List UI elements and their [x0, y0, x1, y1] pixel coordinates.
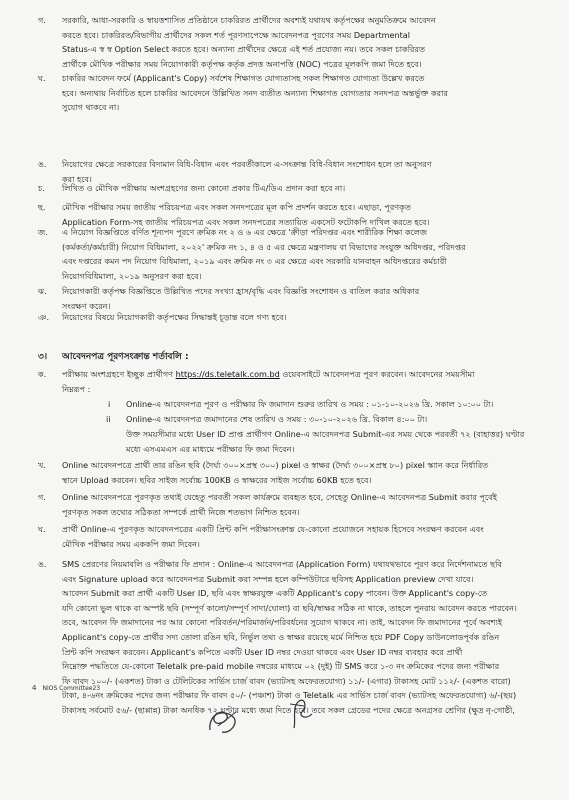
form-condition-item	[38, 522, 530, 551]
item-marker: ঝ.	[38, 286, 47, 296]
item-ka-post: ওয়েবসাইটে আবেদনপত্র পূরণ করবেন। আবেদনের সময়সীমা নিম্নরূপ :	[62, 369, 475, 394]
page-number: 4	[32, 684, 37, 692]
condition-item	[38, 310, 530, 325]
item-ka	[38, 367, 530, 396]
sub-i-text: Online-এ আবেদনপত্র পূরণ ও পরীক্ষার ফি জমাদান শুরুর তারিখ ও সময় : ০১-১০-২০২৬ খ্রি. সকাল ১০:০০ টা।	[126, 399, 494, 409]
section-number: ৩।	[38, 352, 48, 362]
item-marker: ছ.	[38, 202, 46, 212]
item-text: নিয়োগকারী কর্তৃপক্ষ বিজ্ঞপ্তিতে উল্লিখিত পদের সংখ্যা হ্রাস/বৃদ্ধি এবং বিজ্ঞপ্তি সংশোধন ও বাতিল করার অধিকার সংরক্ষণ করেন।	[62, 286, 420, 311]
item-text: সরকারি, আধা-সরকারি ও স্বায়ত্তশাসিত প্রতিষ্ঠানে চাকরিরত প্রার্থীদের অবশ্যই যথাযথ কর্তৃপক্ষের অনুমতিক্রমে আবেদন করতে হবে। চাকরিরত/বিভাগীয় প্রার্থীদের সকল শর্ত পূরণসাপেক্ষে আবেদনপত্র পূরণের সময় Departmental Status-এ স্ব স্ব Option Select করতে হবে। অন্যান্য প্রার্থীদের ক্ষেত্রে এই শর্ত প্রযোজ্য নয়। তবে সকল চাকরিরত প্রার্থীকে মৌখিক পরীক্ষার সময় নিয়োগকারী কর্তৃপক্ষ কর্তৃক প্রদত্ত অনাপত্তি (NOC) পত্রের মূলকপি জমা দিতে হবে।	[62, 15, 436, 69]
form-condition-item	[38, 490, 530, 519]
item-text: নিয়োগের ক্ষেত্রে সরকারের বিদ্যমান বিধি-বিধান এবং পরবর্তীকালে এ-সংক্রান্ত বিধি-বিধান সংশোধন হলে তা অনুসরণ করা হবে।	[62, 159, 432, 184]
item-text: SMS প্রেরণের নিয়মাবলি ও পরীক্ষার ফি প্রদান : Online-এ আবেদনপত্র (Application Form) যথাযথভাবে পূরণ করে নির্দেশনামতে ছবি এবং Signature upload করে আবেদনপত্র Submit করা সম্পন্ন হলে কম্পিউটারে ছবিসহ Application preview দেখা যাবে। আবেদন Submit করা প্রার্থী একটি User ID, ছবি এবং স্বাক্ষরযুক্ত একটি Applicant's copy পাবেন। উক্ত Applicant's copy-তে যদি কোনো ভুল থাকে বা অস্পষ্ট ছবি (সম্পূর্ণ কালো/সম্পূর্ণ সাদা/ঘোলা) বা ছবি/স্বাক্ষর সঠিক না থাকে, তাহলে পুনরায় আবেদন করতে পারবেন। তবে, আবেদন ফি জমাদানের পর আর কোনো পরিবর্তন/পরিমার্জন/পরিবর্ধনের সুযোগ থাকবে না। তাই, আবেদন ফি জমাদানের পূর্বে অবশ্যই Applicant's copy-তে প্রার্থীর সদ্য তোলা রঙিন ছবি, নির্ভুল তথ্য ও স্বাক্ষর রয়েছে মর্মে নিশ্চিত হয়ে PDF Copy ডাউনলোডপূর্বক রঙিন প্রিন্ট কপি সংরক্ষণ করবেন। Applicant's কপিতে একটি User ID নম্বর দেওয়া থাকবে এবং User ID নম্বর ব্যবহার করে প্রার্থী নিম্নোক্ত পদ্ধতিতে যে-কোনো Teletalk pre-paid mobile নম্বরের মাধ্যমে ০২ (দুই) টি SMS করে ১-৩ নং ক্রমিকের পদের জন্য পরীক্ষার ফি বাবদ ১০০/- (একশত) টাকা ও টেলিটকের সার্ভিস চার্জ বাবদ (ভ্যাটসহ অফেরতযোগ্য) ১১/- (এগার) টাকাসহ মোট ১১২/- (একশত বারো) টাকা, ৪-৬নং ক্রমিকের পদের জন্য পরীক্ষার ফি বাবদ ৫০/- (পঞ্চাশ) টাকা ও Teletalk এর সার্ভিস চার্জ বাবদ (ভ্যাটসহ অফেরতযোগ্য) ৬/-(ছয়) টাকাসহ সর্বমোট ৫৬/- (ছাপ্পান্ন) টাকা অনধিক ৭২ ঘণ্টার মধ্যে জমা দিতে হবে। তবে সকল গ্রেডের পদের ক্ষেত্রে অনগ্রসর শ্রেণির (ক্ষুদ্র নৃ-গোষ্ঠী,	[62, 559, 517, 715]
item-marker: ঙ.	[38, 159, 47, 169]
item-ka-pre: পরীক্ষায় অংশগ্রহণে ইচ্ছুক প্রার্থীগণ	[62, 369, 176, 379]
committee-label: NIOS Committee23	[42, 685, 101, 692]
condition-item	[38, 71, 530, 115]
page-footer	[32, 684, 100, 692]
item-text: Online আবেদনপত্রে পূরণকৃত তথ্যই যেহেতু পরবর্তী সকল কার্যক্রমে ব্যবহৃত হবে, সেহেতু Online-এ আবেদনপত্র Submit করার পূর্বেই পূরণকৃত সকল তথ্যের সঠিকতা সম্পর্কে প্রার্থী নিজে শতভাগ নিশ্চিত হবেন।	[62, 492, 497, 517]
website-link[interactable]: https://ds.teletalk.com.bd	[175, 369, 280, 379]
item-marker: জ.	[38, 227, 48, 237]
item-marker: ঞ.	[38, 312, 50, 322]
item-text: প্রার্থী Online-এ পূরণকৃত আবেদনপত্রের একটি প্রিন্ট কপি পরীক্ষাসংক্রান্ত যে-কোনো প্রয়োজনে সহায়ক হিসেবে সংরক্ষণ করবেন এবং মৌখিক পরীক্ষার সময় এককপি জমা দিবেন।	[62, 524, 484, 549]
item-marker: ঘ.	[38, 524, 46, 534]
sub-note: উক্ত সময়সীমার মধ্যে User ID প্রাপ্ত প্রার্থীগণ Online-এ আবেদনপত্র Submit-এর সময় থেকে পরবর্তী ৭২ (বাহাত্তর) ঘণ্টার মধ্যে এসএমএস এর মাধ্যমে পরীক্ষার ফি জমা দিবেন।	[126, 429, 525, 454]
condition-item	[38, 284, 530, 313]
signature-image-right	[286, 694, 320, 734]
item-text: এ নিয়োগ বিজ্ঞপ্তিতে বর্ণিত শূন্যপদ পূরণে ক্রমিক নং ২ ও ৬ এর ক্ষেত্রে 'ক্রীড়া পরিদপ্তর এবং শারীরিক শিক্ষা কলেজ (কর্মকর্তা/কর্মচারী) নিয়োগ বিধিমালা, ২০২২' ক্রমিক নং ১, ৪ ও ৫ এর ক্ষেত্রে মন্ত্রণালয় বা বিভাগের সংযুক্ত অধিদপ্তর, পরিদপ্তর এবং দপ্তরের কমন পদ নিয়োগ বিধিমালা, ২০১৯ এবং ক্রমিক নং ৩ এর ক্ষেত্রে এবং সরকারি যানবাহন অধিদপ্তরের কর্মচারী নিয়োগবিধিমালা, ২০১৯ অনুসরণ করা হবে।	[62, 227, 466, 281]
condition-item	[38, 181, 530, 196]
item-marker: গ.	[38, 492, 46, 502]
item-text: নিয়োগের বিষয়ে নিয়োগকারী কর্তৃপক্ষের সিদ্ধান্তই চূড়ান্ত বলে গণ্য হবে।	[62, 312, 287, 322]
item-marker: চ.	[38, 183, 45, 193]
item-text: Online আবেদনপত্রে প্রার্থী তার রঙিন ছবি (দৈর্ঘ্য ৩০০×প্রস্থ ৩০০) pixel ও স্বাক্ষর (দৈর্ঘ্য ৩০০×প্রস্থ ৮০) pixel স্ক্যান করে নির্ধারিত স্থানে Upload করবেন। ছবির সাইজ সর্বোচ্চ 100KB ও স্বাক্ষরের সাইজ সর্বোচ্চ 60KB হতে হবে।	[62, 460, 489, 485]
section-title: আবেদনপত্র পূরণসংক্রান্ত শর্তাবলি :	[62, 352, 189, 362]
item-marker: ঘ.	[38, 73, 46, 83]
form-condition-item	[38, 458, 530, 487]
item-text: চাকরির আবেদন ফর্মে (Applicant's Copy) সর্বশেষ শিক্ষাগত যোগ্যতাসহ সকল শিক্ষাগত যোগ্যতা উল্লেখ করতে হবে। অন্যথায় নির্বাচিত হলে চাকরির আবেদনে উল্লিখিত সনদ ব্যতীত অন্যান্য শিক্ষাগত যোগ্যতার সনদপত্র অন্তর্ভুক্ত করার সুযোগ থাকবে না।	[62, 73, 448, 113]
sub-i-number: i	[108, 399, 111, 409]
condition-item	[38, 225, 530, 283]
section-heading	[38, 349, 189, 364]
item-marker: ক.	[38, 369, 47, 379]
condition-item	[38, 13, 530, 71]
item-marker: গ.	[38, 15, 46, 25]
signature-image-left	[204, 704, 244, 738]
item-marker: খ.	[38, 460, 46, 470]
item-text: লিখিত ও মৌখিক পরীক্ষায় অংশগ্রহণের জন্য কোনো প্রকার টিএ/ডিএ প্রদান করা হবে না।	[62, 183, 346, 193]
item-marker: ঙ.	[38, 559, 47, 569]
sub-ii-number: ii	[106, 414, 111, 424]
sub-ii-text: Online-এ আবেদনপত্র জমাদানের শেষ তারিখ ও সময় : ৩০-১০-২০২৬ খ্রি. বিকাল ৪:০০ টা।	[126, 414, 428, 424]
item-text: মৌখিক পরীক্ষার সময় জাতীয় পরিচয়পত্র এবং সকল সনদপত্রের মূল কপি প্রদর্শন করতে হবে। এছাড়া, পূরণকৃত Application Form-সহ জাতীয় পরিচয়পত্র এবং সকল সনদপত্রের সত্যায়িত একসেট ফটোকপি দাখিল করতে হবে।	[62, 202, 430, 227]
